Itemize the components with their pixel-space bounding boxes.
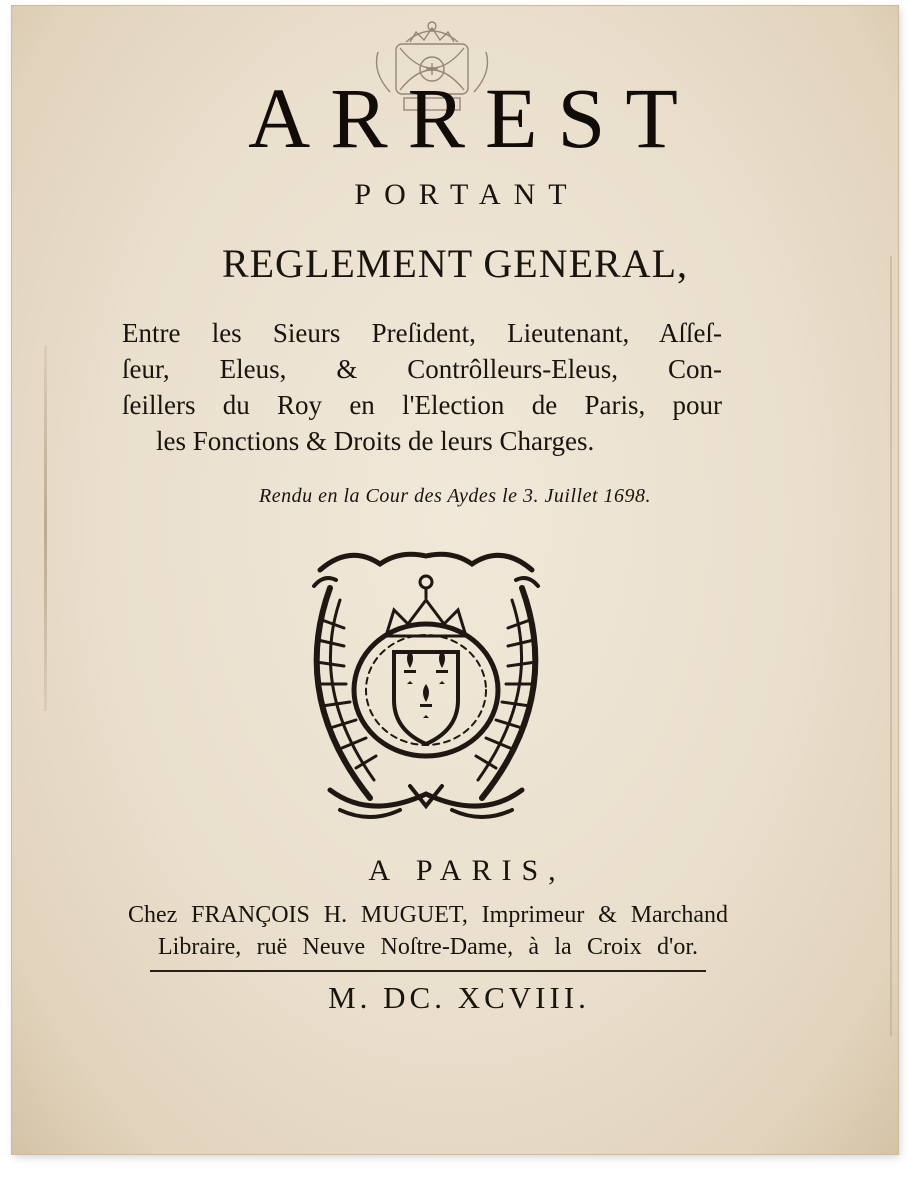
document-subtitle: PORTANT	[354, 178, 580, 211]
page-edge	[880, 256, 892, 1036]
divider-rule	[150, 970, 706, 972]
imprint-place: A PARIS,	[368, 854, 566, 887]
imprint-date: M. DC. XCVIII.	[328, 980, 590, 1015]
document-title: ARREST	[248, 70, 698, 166]
decree-date-line: Rendu en la Cour des Aydes le 3. Juillet 1698.	[258, 485, 651, 507]
body-line: les Fonctions & Droits de leurs Charges.	[156, 426, 595, 456]
body-line: ſeur, Eleus, & Contrôlleurs-Eleus, Con-	[122, 354, 722, 384]
printer-line: Libraire, ruë Neuve Noſtre-Dame, à la Croix d'or.	[158, 934, 698, 960]
document-heading: REGLEMENT GENERAL,	[221, 241, 689, 286]
document-page	[12, 6, 898, 1154]
body-line: ſeillers du Roy en l'Election de Paris, pour	[122, 390, 722, 420]
fold-mark	[44, 346, 47, 711]
royal-arms-emblem-icon	[300, 540, 552, 830]
printer-line: Chez FRANÇOIS H. MUGUET, Imprimeur & Marchand	[128, 902, 728, 928]
body-line: Entre les Sieurs Preſident, Lieutenant, Aſſeſ-	[122, 318, 722, 348]
